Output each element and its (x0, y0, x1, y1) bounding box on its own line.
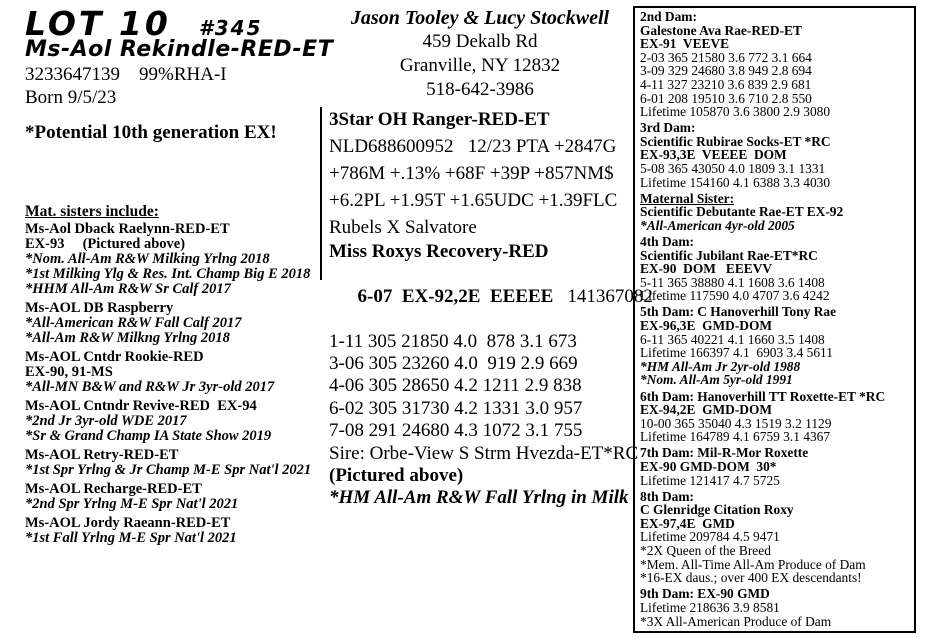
maternal-sister-line: *Sr & Grand Champ IA State Show 2019 (25, 428, 272, 444)
sire-proof-line: +786M +.13% +68F +39P +857NM$ (329, 163, 614, 184)
column-divider-rule (320, 107, 322, 280)
dam-registration: 141367082 (567, 285, 653, 307)
sire-proof-line: Rubels X Salvatore (329, 217, 477, 238)
pedigree-line: 8th Dam: (640, 488, 694, 504)
maternal-sister-line: Ms-AOL Jordy Raeann-RED-ET (25, 515, 231, 531)
maternal-sister-line: *All-MN B&W and R&W Jr 3yr-old 2017 (25, 379, 275, 395)
maternal-sisters-list (25, 222, 325, 546)
pedigree-line: 3rd Dam: (640, 120, 696, 136)
dam-record-line: 1-11 305 21850 4.0 878 3.1 673 (329, 330, 577, 352)
maternal-sisters-section (25, 204, 325, 546)
maternal-sister-line: *Nom. All-Am R&W Milking Yrlng 2018 (25, 251, 270, 267)
maternal-sister-line: *2nd Spr Yrlng M-E Spr Nat'l 2021 (25, 496, 239, 512)
pedigree-line: *All-American 4yr-old 2005 (640, 217, 795, 233)
pedigree-line: Scientific Jubilant Rae-ET*RC (640, 247, 818, 263)
dam-section (329, 241, 653, 510)
sire-proof-line: +6.2PL +1.95T +1.65UDC +1.39FLC (329, 190, 618, 211)
pedigree-line: *3X All-American Produce of Dam (640, 613, 832, 629)
sire-proof-line: NLD688600952 12/23 PTA +2847G (329, 136, 617, 157)
sire-proof-lines (329, 133, 617, 241)
pedigree-line: 10-00 365 35040 4.3 1519 3.2 1129 (640, 415, 832, 431)
animal-name: Ms-Aol Rekindle-RED-ET (25, 37, 334, 62)
pedigree-line: EX-90 DOM EEEVV (640, 261, 773, 277)
dam-score: 6-07 EX-92,2E EEEEE (357, 285, 554, 307)
maternal-sister-line: *1st Milking Ylg & Res. Int. Champ Big E 2018 (25, 266, 311, 282)
pedigree-line: 7th Dam: Mil-R-Mor Roxette (640, 445, 809, 461)
pedigree-line: C Glenridge Citation Roxy (640, 502, 794, 518)
birth-date: Born 9/5/23 (25, 87, 117, 108)
lot-tag-number: #345 (198, 16, 263, 40)
pedigree-line: Scientific Rubirae Socks-ET *RC (640, 133, 831, 149)
seller-name: Jason Tooley & Lucy Stockwell (350, 7, 610, 29)
dam-record-line: *HM All-Am R&W Fall Yrlng in Milk (329, 487, 629, 509)
pedigree-line: *2X Queen of the Breed (640, 543, 771, 559)
pedigree-line: Scientific Debutante Rae-ET EX-92 (640, 204, 844, 220)
dam-record-line: 6-02 305 31730 4.2 1331 3.0 957 (329, 397, 583, 419)
pedigree-line: 2-03 365 21580 3.6 772 3.1 664 (640, 49, 812, 65)
maternal-sister-line: Ms-AOL Retry-RED-ET (25, 447, 179, 463)
pedigree-line: *HM All-Am Jr 2yr-old 1988 (640, 358, 801, 374)
maternal-sister-line: *HHM All-Am R&W Sr Calf 2017 (25, 281, 231, 297)
maternal-sister-line: Ms-AOL Recharge-RED-ET (25, 481, 202, 497)
maternal-sister-line: *2nd Jr 3yr-old WDE 2017 (25, 413, 187, 429)
sire-name: 3Star OH Ranger-RED-ET (329, 109, 550, 130)
pedigree-lines (640, 10, 909, 628)
seller-address2: Granville, NY 12832 (399, 55, 561, 76)
pedigree-line: Lifetime 121417 4.7 5725 (640, 472, 780, 488)
maternal-sister-line: *1st Spr Yrlng & Jr Champ M-E Spr Nat'l 2021 (25, 462, 312, 478)
pedigree-box (633, 6, 916, 633)
pedigree-line: EX-90 GMD-DOM 30* (640, 459, 777, 474)
potential-note: *Potential 10th generation EX! (25, 122, 277, 143)
pedigree-line: *Mem. All-Time All-Am Produce of Dam (640, 556, 866, 572)
pedigree-line: EX-93,3E VEEEE DOM (640, 147, 787, 163)
pedigree-line: EX-96,3E GMD-DOM (640, 318, 773, 334)
pedigree-line: 6th Dam: Hanoverhill TT Roxette-ET *RC (640, 388, 886, 404)
maternal-sister-line: Ms-AOL DB Raspberry (25, 300, 174, 316)
maternal-sister-line: *All-Am R&W Milkng Yrlng 2018 (25, 330, 230, 346)
pedigree-line: EX-91 VEEVE (640, 36, 730, 52)
seller-block (318, 6, 642, 102)
dam-record-line: 4-06 305 28650 4.2 1211 2.9 838 (329, 375, 582, 397)
pedigree-line: 4th Dam: (640, 234, 694, 249)
pedigree-line: Lifetime 117590 4.0 4707 3.6 4242 (640, 288, 830, 304)
pedigree-line: *Nom. All-Am 5yr-old 1991 (640, 372, 793, 388)
pedigree-line: 5-08 365 43050 4.0 1809 3.1 1331 (640, 161, 826, 177)
dam-record-lines (329, 331, 653, 510)
maternal-sister-line: EX-90, 91-MS (25, 364, 113, 380)
dam-record-line: (Pictured above) (329, 465, 464, 487)
lot-number: LOT 10 (25, 4, 171, 43)
pedigree-line: 2nd Dam: (640, 9, 697, 24)
pedigree-line: Maternal Sister: (640, 190, 735, 206)
pedigree-line: Lifetime 154160 4.1 6388 3.3 4030 (640, 174, 831, 190)
dam-score-line (329, 263, 653, 330)
pedigree-line: 5-11 365 38880 4.1 1608 3.6 1408 (640, 274, 825, 290)
dam-name: Miss Roxys Recovery-RED (329, 241, 549, 262)
dam-record-line: 3-06 305 23260 4.0 919 2.9 669 (329, 353, 578, 375)
pedigree-line: Lifetime 105870 3.6 3800 2.9 3080 (640, 104, 831, 120)
pedigree-line: 9th Dam: EX-90 GMD (640, 586, 770, 602)
maternal-sister-line: Ms-AOL Cntndr Revive-RED EX-94 (25, 398, 257, 414)
pedigree-line: *16-EX daus.; over 400 EX descendants! (640, 570, 862, 586)
pedigree-line: 3-09 329 24680 3.8 949 2.8 694 (640, 63, 812, 79)
maternal-sisters-heading: Mat. sisters include: (25, 203, 159, 220)
dam-record-line: 7-08 291 24680 4.3 1072 3.1 755 (329, 420, 583, 442)
maternal-sister-line: *1st Fall Yrlng M-E Spr Nat'l 2021 (25, 530, 237, 546)
pedigree-line: EX-97,4E GMD (640, 515, 735, 531)
seller-phone: 518-642-3986 (426, 79, 534, 100)
seller-address1: 459 Dekalb Rd (422, 31, 538, 52)
pedigree-line: Lifetime 164789 4.1 6759 3.1 4367 (640, 429, 831, 445)
maternal-sister-line: Ms-AOL Cntdr Rookie-RED (25, 349, 204, 365)
pedigree-line: Lifetime 218636 3.9 8581 (640, 599, 780, 615)
pedigree-line: 5th Dam: C Hanoverhill Tony Rae (640, 304, 837, 320)
maternal-sister-line: Ms-Aol Dback Raelynn-RED-ET (25, 221, 230, 237)
pedigree-line: EX-94,2E GMD-DOM (640, 402, 773, 418)
pedigree-line: Galestone Ava Rae-RED-ET (640, 22, 802, 38)
dam-record-line: Sire: Orbe-View S Strm Hvezda-ET*RC (329, 442, 639, 464)
pedigree-line: 6-11 365 40221 4.1 1660 3.5 1408 (640, 331, 825, 347)
sire-section (329, 106, 617, 241)
pedigree-line: Lifetime 166397 4.1 6903 3.4 5611 (640, 345, 833, 361)
pedigree-line: Lifetime 209784 4.5 9471 (640, 529, 780, 545)
maternal-sister-line: EX-93 (Pictured above) (25, 236, 186, 252)
registration-line: 3233647139 99%RHA-I (25, 64, 227, 85)
maternal-sister-line: *All-American R&W Fall Calf 2017 (25, 315, 242, 331)
pedigree-line: 6-01 208 19510 3.6 710 2.8 550 (640, 90, 812, 106)
pedigree-line: 4-11 327 23210 3.6 839 2.9 681 (640, 76, 812, 92)
